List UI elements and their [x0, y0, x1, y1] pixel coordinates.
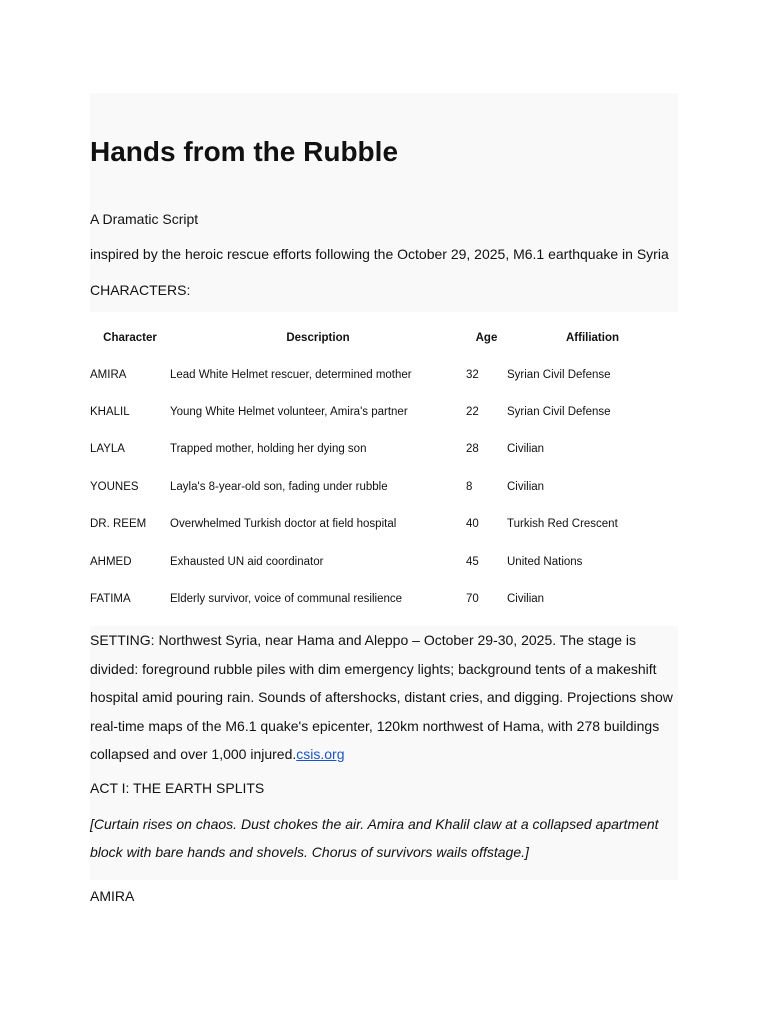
- cell-affiliation: Syrian Civil Defense: [507, 368, 611, 381]
- header-description: Description: [286, 332, 350, 344]
- cell-character: AMIRA: [90, 368, 127, 381]
- table-header-row: [90, 320, 678, 356]
- intro-shaded-block: [90, 93, 678, 312]
- cell-age: 22: [466, 406, 479, 419]
- cell-affiliation: Syrian Civil Defense: [507, 406, 611, 419]
- cell-age: 40: [466, 518, 479, 531]
- setting-paragraph: [90, 626, 678, 769]
- inspiration-line: inspired by the heroic rescue efforts following the October 29, 2025, M6.1 earthquake in Syria: [90, 246, 669, 262]
- table-row: [90, 543, 678, 580]
- stage-direction: [Curtain rises on chaos. Dust chokes the air. Amira and Khalil claw at a collapsed apartment block with bare hands and shovels. Chorus of survivors wails offstage.]: [90, 816, 659, 860]
- cell-character: YOUNES: [90, 480, 139, 493]
- setting-text: SETTING: Northwest Syria, near Hama and Aleppo – October 29-30, 2025. The stage is divided: foreground rubble piles with dim emergency lights; background tents of a makeshift hospital amid pouring rain. Sounds of aftershocks, distant cries, and digging. Projections show real-time maps of the M6.1 quake's epicenter, 120km northwest of Hama, with 278 buildings collapsed and over 1,000 injured.: [90, 632, 673, 762]
- header-character: Character: [103, 332, 157, 344]
- cell-age: 70: [466, 593, 479, 606]
- cell-description: Exhausted UN aid coordinator: [170, 555, 324, 568]
- characters-table: [90, 320, 678, 618]
- cell-affiliation: Civilian: [507, 480, 545, 493]
- cell-age: 32: [466, 368, 479, 381]
- script-subtitle: A Dramatic Script: [90, 211, 199, 227]
- table-row: [90, 468, 678, 505]
- cell-affiliation: Turkish Red Crescent: [507, 518, 618, 531]
- cell-affiliation: Civilian: [507, 593, 545, 606]
- cell-description: Elderly survivor, voice of communal resilience: [170, 593, 403, 606]
- table-row: [90, 580, 678, 617]
- cell-age: 45: [466, 555, 479, 568]
- cell-description: Lead White Helmet rescuer, determined mother: [170, 368, 412, 381]
- cell-character: FATIMA: [90, 593, 131, 606]
- table-row: [90, 393, 678, 430]
- cell-affiliation: Civilian: [507, 443, 545, 456]
- speaker-name: AMIRA: [90, 888, 135, 904]
- cell-description: Layla's 8-year-old son, fading under rubble: [170, 480, 388, 493]
- cell-affiliation: United Nations: [507, 555, 583, 568]
- source-link[interactable]: csis.org: [296, 746, 345, 762]
- table-row: [90, 506, 678, 543]
- cell-description: Young White Helmet volunteer, Amira's partner: [170, 406, 408, 419]
- cell-character: DR. REEM: [90, 518, 147, 531]
- cell-age: 8: [466, 480, 473, 493]
- header-age: Age: [475, 332, 498, 344]
- table-row: [90, 356, 678, 393]
- characters-heading: CHARACTERS:: [90, 282, 191, 298]
- table-row: [90, 431, 678, 468]
- cell-age: 28: [466, 443, 479, 456]
- script-title: Hands from the Rubble: [90, 136, 399, 167]
- cell-description: Overwhelmed Turkish doctor at field hospital: [170, 518, 397, 531]
- cell-character: LAYLA: [90, 443, 125, 456]
- cell-character: AHMED: [90, 555, 132, 568]
- cell-description: Trapped mother, holding her dying son: [170, 443, 367, 456]
- act-heading: ACT I: THE EARTH SPLITS: [90, 780, 265, 796]
- header-affiliation: Affiliation: [565, 332, 620, 344]
- cell-character: KHALIL: [90, 406, 130, 419]
